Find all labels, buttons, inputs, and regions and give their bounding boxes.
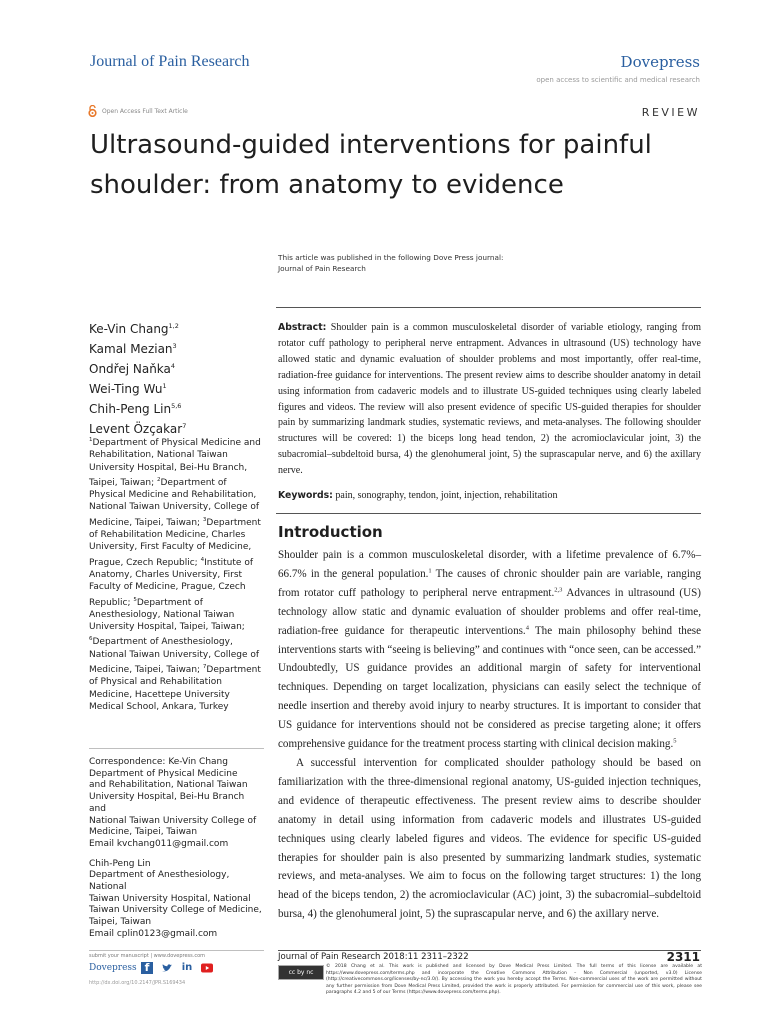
correspondence: Correspondence: Ke-Vin Chang Department of Physical Medicine and Rehabilitation, National Taiwan University Hospital, Bei-Hu Branch and National Taiwan University College of Medicine, Taipei, Taiwan Email kvchang011@gmail.com Chih-Peng Lin Department of Anesthesiology, National Taiwan University Hospital, National Taiwan University College of Medicine, Taipei, Taiwan Email cplin0123@gmail.com <box>89 757 264 941</box>
doi-link[interactable]: http://dx.doi.org/10.2147/JPR.S169434 <box>89 980 186 986</box>
author: Ke-Vin Chang$^{1,2}$ <box>89 322 179 336</box>
keywords-text: pain, sonography, tendon, joint, injection, rehabilitation <box>332 490 558 501</box>
publication-note <box>278 252 504 274</box>
facebook-icon[interactable]: f <box>141 962 153 974</box>
page-number: 2311 <box>666 950 700 964</box>
article-title: Ultrasound-guided interventions for painful shoulder: from anatomy to evidence <box>90 130 652 200</box>
abstract-text: Shoulder pain is a common musculoskeletal disorder of variable etiology, ranging from rotator cuff pathology to peripheral nerve entrapment. Advances in ultrasound (US) technology have allowed static and dynamic evaluation of shoulder problems and most importantly, offer real-time, radiation-free guidance for interventions. The present review aims to describe shoulder anatomy in detail using information from cadaveric models and to illustrate US-guided techniques using clearly labeled figures and videos. The review will also present evidence of specific US-guided therapies for shoulder pain by summarizing landmark studies, systematic reviews, and meta-analyses. The following shoulder structures will be covered: 1) the biceps long head tendon, 2) the acromioclavicular joint, 3) the subacromial–subdeltoid bursa, 4) the glenohumeral joint, 5) the suprascapular nerve, and 6) the axillary nerve. <box>278 322 701 477</box>
linkedin-icon[interactable]: in <box>181 962 193 973</box>
twitter-icon[interactable] <box>161 962 173 974</box>
affiliations: $^1$Department of Physical Medicine and Rehabilitation, National Taiwan University Hospital, Bei-Hu Branch, Taipei, Taiwan; $^2$Department of Physical Medicine and Rehabilitation, National Taiwan University, College of Medicine, Taipei, Taiwan; $^3$Department of Rehabilitation Medicine, Charles University, First Faculty of Medicine, Prague, Czech Republic; $^4$Institute of Anatomy, Charles University, First Faculty of Medicine, Prague, Czech Republic; $^5$Department of Anesthesiology, National Taiwan University Hospital, Taipei, Taiwan; $^6$Department of Anesthesiology, National Taiwan University, College of Medicine, Taipei, Taiwan; $^7$Department of Physical and Rehabilitation Medicine, Hacettepe University Medical School, Ankara, Turkey <box>89 437 261 712</box>
open-access-row <box>88 105 188 117</box>
creative-commons-badge[interactable]: cc by nc <box>278 965 324 980</box>
journal-name: Journal of Pain Research <box>90 53 250 70</box>
footer-publisher-logo[interactable]: Dovepress <box>89 963 137 973</box>
publisher-logo[interactable]: Dovepress <box>620 53 700 71</box>
footer-divider <box>278 950 701 951</box>
top-divider <box>276 307 701 308</box>
youtube-icon[interactable] <box>201 962 213 974</box>
publisher-tagline: open access to scientific and medical research <box>536 76 700 84</box>
paragraph: Shoulder pain is a common musculoskeletal disorder, with a lifetime prevalence of 6.7%–66.7% in the general population.$^1$ The causes of chronic shoulder pain are variable, ranging from rotator cuff pathology to peripheral nerve entrapment.$^{2,3}$ Advances in ultrasound (US) technology allow static and dynamic evaluation of shoulder problems and offer real-time, radiation-free guidance for therapeutic interventions.$^4$ The main philosophy behind these interventions starts with “seeing is believing” and continues with “once seen, can be accessed.” Undoubtedly, US guidance provides an additional margin of safety for interventional techniques. Depending on target localization, physicians can easily select the technique of needle insertion and thereby avoid injury to nearby structures. It is important to consider that US guidance for interventions should not be considered as precise targeting alone; it offers comprehensive guidance for the treatment process starting with clinical decision making.$^5$ <box>278 549 701 751</box>
citation-link[interactable]: 4 <box>525 623 529 631</box>
abstract-divider <box>276 513 701 514</box>
article-type: REVIEW <box>641 106 700 119</box>
citation-link[interactable]: 2,3 <box>554 586 563 594</box>
abstract-label: Abstract: <box>278 322 327 333</box>
paragraph: A successful intervention for complicated shoulder pathology should be based on familiarization with the three-dimensional regional anatomy, US-guided injection techniques, and evidence of therapeutic effectiveness. The present review aims to describe shoulder anatomy in detail using information from cadaveric models and illustrates US-guided techniques using clearly labeled figures and videos. The evidence for specific US-guided therapies for shoulder pain is also presented by summarizing landmark studies, systematic reviews, and meta-analyses. We aim to focus on the following target structures: 1) the long head of the biceps tendon, 2) the acromioclavicular (AC) joint, 3) the subacromial–subdeltoid bursa, 4) the glenohumeral joint, 5) the suprascapular nerve, and 6) the axillary nerve. <box>278 756 701 921</box>
email-link[interactable]: Email cplin0123@gmail.com <box>89 928 218 939</box>
author: Wei-Ting Wu$^1$ <box>89 382 167 396</box>
open-access-label: Open Access Full Text Article <box>102 107 188 115</box>
publication-note-line1: This article was published in the following Dove Press journal: <box>278 253 504 262</box>
citation-link[interactable]: 5 <box>673 737 677 745</box>
author: Kamal Mezian$^3$ <box>89 342 177 356</box>
author-list <box>89 318 186 438</box>
citation-link[interactable]: 1 <box>428 567 432 575</box>
introduction-body <box>278 546 701 924</box>
author: Chih-Peng Lin$^{5,6}$ <box>89 402 182 416</box>
social-links <box>141 962 213 974</box>
author: Ondřej Naňka$^4$ <box>89 362 176 376</box>
correspondence-divider <box>89 748 264 749</box>
email-link[interactable]: Email kvchang011@gmail.com <box>89 838 229 849</box>
journal-citation: Journal of Pain Research 2018:11 2311–2322 <box>278 952 469 962</box>
submit-manuscript-link[interactable]: submit your manuscript | www.dovepress.com <box>89 953 205 959</box>
keywords <box>278 488 701 503</box>
license-text: © 2018 Chang et al. This work is published and licensed by Dove Medical Press Limited. The full terms of this license are available at https://www.dovepress.com/terms.php and incorporate the Creative Commons Attribution – Non Commercial (unported, v3.0) License (http://creativecommons.org/licenses/by-nc/3.0/). By accessing the work you hereby accept the Terms. Non-commercial uses of the work are permitted without any further permission from Dove Medical Press Limited, provided the work is properly attributed. For permission for commercial use of this work, please see paragraphs 4.2 and 5 of our Terms (https://www.dovepress.com/terms.php). <box>326 964 702 996</box>
open-access-icon <box>88 105 97 117</box>
abstract <box>278 320 701 479</box>
section-heading: Introduction <box>278 523 383 541</box>
keywords-label: Keywords: <box>278 490 333 501</box>
footer-left-divider <box>89 950 264 951</box>
author: Levent Özçakar$^7$ <box>89 422 187 436</box>
publication-note-line2: Journal of Pain Research <box>278 264 366 273</box>
